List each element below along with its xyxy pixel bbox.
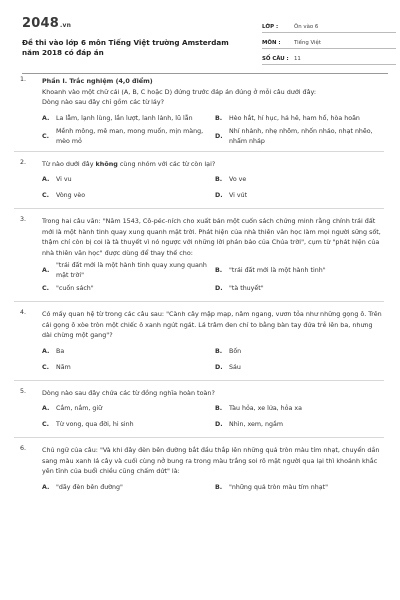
option-text: La lẫm, lạnh lùng, lần lượt, lanh lảnh, lũ lẫn — [56, 114, 193, 122]
option-b[interactable] — [215, 172, 388, 188]
question-divider — [14, 301, 384, 302]
options — [42, 401, 384, 433]
question-list — [14, 76, 384, 496]
option-letter: B. — [215, 483, 223, 491]
options — [42, 480, 384, 496]
option-letter: D. — [215, 132, 223, 140]
option-letter: C. — [42, 421, 50, 428]
option-letter: A. — [42, 176, 50, 183]
question-text — [42, 76, 384, 108]
option-letter: B. — [215, 267, 223, 274]
meta-value: 11 — [294, 56, 301, 62]
option-text: Vi vút — [229, 192, 248, 199]
option-a[interactable] — [42, 480, 215, 496]
option-c[interactable] — [42, 281, 215, 297]
option-a[interactable] — [42, 401, 215, 417]
option-letter: C. — [42, 132, 50, 140]
option-text: Nhí nhảnh, nhẹ nhõm, nhốn nháo, nhạt nhẽo, nhấm nháp — [229, 127, 373, 145]
question-text-post: cùng nhóm với các từ còn lại? — [117, 159, 216, 168]
question-4 — [14, 309, 384, 381]
option-text: Mềnh mông, mê man, mong muốn, mịn màng, mèo mỏ — [56, 127, 204, 145]
option-letter: B. — [215, 347, 223, 355]
document-title: Đề thi vào lớp 6 môn Tiếng Việt trường Amsterdam năm 2018 có đáp án — [22, 38, 229, 57]
options — [42, 261, 384, 297]
question-divider — [14, 151, 384, 152]
question-number: 4. — [20, 309, 27, 316]
option-d[interactable] — [215, 188, 388, 204]
option-letter: D. — [215, 421, 223, 428]
option-text: "những quả tròn màu tím nhạt" — [229, 483, 329, 491]
question-text: Trong hai câu văn: "Năm 1543, Cô-péc-ních cho xuất bản một cuốn sách chứng minh rằng chính trái đất mới là một hành tinh quay xung quanh mặt trời. Phát hiện của nhà thiên văn học làm mọi người sững sốt, thậm chí còn bị coi là tà thuyết vì nó ngược với những lời phán bảo của Chúa trời", cụm từ "phát hiện của nhà thiên văn học" được dùng để thay thế cho: — [42, 217, 381, 257]
option-letter: A. — [42, 405, 50, 412]
option-letter: A. — [42, 114, 50, 122]
header-divider — [22, 73, 388, 74]
section-heading: Phần I. Trắc nghiệm (4,0 điểm) — [42, 77, 153, 85]
question-5 — [14, 388, 384, 439]
option-letter: A. — [42, 347, 50, 355]
question-3 — [14, 216, 384, 302]
meta-row-class — [262, 20, 396, 33]
option-text: Sáu — [229, 363, 241, 371]
question-divider — [14, 437, 384, 438]
meta-value: Tiếng Việt — [294, 40, 321, 46]
option-letter: B. — [215, 176, 223, 183]
option-d[interactable] — [215, 360, 388, 376]
header — [14, 10, 388, 68]
question-line: Khoanh vào một chữ cái (A, B, C hoặc D) đứng trước đáp án đúng ở mỗi câu dưới đây: — [42, 87, 316, 96]
option-b[interactable] — [215, 401, 388, 417]
question-number: 3. — [20, 216, 27, 223]
option-c[interactable] — [42, 127, 215, 147]
meta-key: MÔN : — [262, 40, 281, 46]
question-line: Dòng nào sau đây chỉ gồm các từ láy? — [42, 98, 165, 106]
option-letter: C. — [42, 285, 50, 292]
question-text: Có mấy quan hệ từ trong các câu sau: "Cành cây mập mạp, nâm ngang, vươn tỏa như những gọng ô. Trên cái gọng ô xòe tròn một chiếc ô xanh ngút ngát. Lá trâm đen chỉ to bằng bàn tay đứa trẻ lên ba, nhưng dài chừng một gang"? — [42, 310, 382, 339]
option-text: "trái đất mới là một hành tinh" — [229, 267, 326, 274]
meta-row-count — [262, 52, 396, 65]
meta-key: LỚP : — [262, 24, 279, 30]
option-c[interactable] — [42, 188, 215, 204]
question-6 — [14, 445, 384, 496]
option-text: Tàu hỏa, xe lửa, hỏa xa — [229, 405, 302, 412]
option-b[interactable] — [215, 261, 388, 281]
question-number: 6. — [20, 445, 27, 452]
options — [42, 111, 384, 147]
option-letter: B. — [215, 114, 223, 122]
logo-main: 2048 — [22, 16, 59, 31]
option-letter: D. — [215, 192, 223, 199]
option-b[interactable] — [215, 111, 388, 127]
option-a[interactable] — [42, 344, 215, 360]
option-letter: A. — [42, 267, 50, 274]
option-letter: C. — [42, 192, 50, 199]
option-d[interactable] — [215, 281, 388, 297]
option-d[interactable] — [215, 127, 388, 147]
site-logo[interactable] — [22, 16, 71, 31]
option-c[interactable] — [42, 360, 215, 376]
option-text: Vo ve — [229, 176, 247, 183]
question-number: 2. — [20, 158, 27, 166]
question-text-emphasis: không — [95, 159, 118, 168]
question-1 — [14, 76, 384, 152]
option-letter: D. — [215, 285, 223, 292]
option-text: Từ vong, qua đời, hi sinh — [56, 421, 134, 428]
option-text: Bốn — [229, 347, 242, 355]
option-text: Ba — [56, 347, 65, 355]
option-text: "trái đất mới là một hành tinh quay xung quanh mặt trời" — [56, 262, 207, 279]
option-letter: B. — [215, 405, 223, 412]
meta-value: Ôn vào 6 — [294, 24, 319, 30]
meta-table — [262, 20, 396, 68]
meta-row-subject — [262, 36, 396, 49]
question-2 — [14, 159, 384, 210]
question-number: 5. — [20, 387, 27, 395]
question-text-pre: Từ nào dưới đây — [42, 159, 96, 168]
option-b[interactable] — [215, 344, 388, 360]
option-b[interactable] — [215, 480, 388, 496]
question-number: 1. — [20, 76, 27, 83]
option-text: Vòng vèo — [56, 192, 86, 199]
option-a[interactable] — [42, 111, 215, 127]
question-text: Chủ ngữ của câu: "Và khi đây đèn bên đường bắt đầu thắp lên những quả tròn màu tím nhạt, chuyển dần sang màu xanh lá cây và cuối cùng nở bung ra trong màu trắng soi rõ mặt người qua lại thì khoảnh khắc yên tĩnh của buổi chiều cũng chấm dứt" là: — [42, 446, 380, 475]
question-text: Dòng nào sau đây chứa các từ đồng nghĩa hoàn toàn? — [42, 388, 215, 397]
option-text: Nhìn, xem, ngắm — [229, 421, 283, 428]
option-letter: C. — [42, 363, 50, 371]
option-d[interactable] — [215, 417, 388, 433]
question-divider — [14, 380, 384, 381]
logo-suffix: .vn — [59, 22, 72, 29]
option-text: Năm — [56, 363, 71, 371]
option-text: Cắm, nắm, giữ — [56, 405, 103, 412]
question-text — [42, 159, 384, 170]
option-a[interactable] — [42, 172, 215, 188]
option-text: "dãy đèn bên đường" — [56, 483, 123, 491]
option-text: "tà thuyết" — [229, 285, 264, 292]
option-letter: D. — [215, 363, 223, 371]
option-text: Vi vu — [56, 176, 72, 183]
options — [42, 172, 384, 204]
option-text: "cuốn sách" — [56, 285, 94, 292]
option-letter: A. — [42, 483, 50, 491]
option-text: Hèo hắt, hí hục, hả hê, ham hố, hòa hoãn — [229, 114, 360, 122]
options — [42, 344, 384, 376]
option-a[interactable] — [42, 261, 215, 281]
meta-key: SỐ CÂU : — [262, 56, 289, 62]
question-divider — [14, 208, 384, 209]
option-c[interactable] — [42, 417, 215, 433]
